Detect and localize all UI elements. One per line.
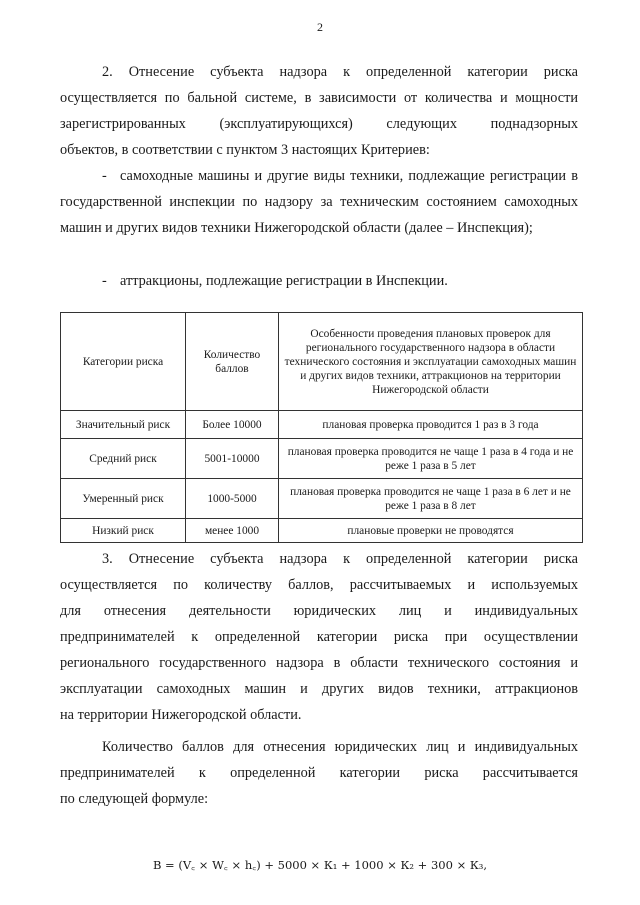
bullet-text: самоходные машины и другие виды техники, подлежащие регистрации в государственной инспекции по надзору за техническим состоянием самоходных машин и других видов техники Нижегородской области (далее – Инспекция); [60,168,578,237]
header-cell-features: Особенности проведения плановых проверок для регионального государственного надзора в области технического состояния и эксплуатации самоходных машин и других видов техники, аттракционов на территории Нижегородской области [279,313,583,411]
header-cell-points: Количество баллов [186,313,279,411]
table-row [61,411,583,439]
header-cell-category: Категории риска [61,313,186,411]
bullet-text: аттракционы, подлежащие регистрации в Инспекции. [120,273,448,289]
paragraph-3-line-4: предпринимателей к определенной категории риска при осуществлении [60,629,578,645]
paragraph-2-line-2: осуществляется по бальной системе, в зависимости от количества и мощности [60,90,578,106]
table-row [61,519,583,543]
paragraph-3-line-2: осуществляется по количеству баллов, рассчитываемых и используемых [60,577,578,593]
bullet-item-attractions [60,268,578,294]
paragraph-4-line-3: по следующей формуле: [60,791,209,807]
table-row [61,439,583,479]
bullet-item-vehicles [60,163,578,242]
table-cell: 1000-5000 [186,479,279,519]
table-cell: плановые проверки не проводятся [279,519,583,543]
page-number: 2 [317,20,323,34]
table-cell: Низкий риск [61,519,186,543]
table-cell: Средний риск [61,439,186,479]
table-cell: менее 1000 [186,519,279,543]
paragraph-3-line-5: регионального государственного надзора в области технического состояния и [60,655,578,671]
table-cell: Значительный риск [61,411,186,439]
table-cell: плановая проверка проводится 1 раз в 3 года [279,411,583,439]
paragraph-3-line-7: на территории Нижегородской области. [60,707,302,723]
paragraph-4-line-2: предпринимателей к определенной категории риска рассчитывается [60,765,578,781]
table-row [61,479,583,519]
table-header-row [61,313,583,411]
paragraph-2-line-4: объектов, в соответствии с пунктом 3 настоящих Критериев: [60,142,430,158]
paragraph-2-line-3: зарегистрированных (эксплуатирующихся) следующих поднадзорных [60,116,578,132]
paragraph-3-line-6: эксплуатации самоходных машин и других видов техники, аттракционов [60,681,578,697]
paragraph-3-line-1: 3. Отнесение субъекта надзора к определенной категории риска [102,551,578,567]
paragraph-4-line-1: Количество баллов для отнесения юридических лиц и индивидуальных [102,739,578,755]
paragraph-2-line-1: 2. Отнесение субъекта надзора к определенной категории риска [102,64,578,80]
table-cell: 5001-10000 [186,439,279,479]
risk-category-table [60,312,583,543]
table-cell: плановая проверка проводится не чаще 1 раза в 6 лет и не реже 1 раза в 8 лет [279,479,583,519]
score-formula: В = (V꜀ × W꜀ × h꜀) + 5000 × К₁ + 1000 × К₂ + 300 × К₃, [152,858,488,872]
table-cell: Умеренный риск [61,479,186,519]
bullet-dash: - [102,168,107,184]
paragraph-3-line-3: для отнесения деятельности юридических лиц и индивидуальных [60,603,578,619]
bullet-dash: - [102,273,107,289]
table-cell: Более 10000 [186,411,279,439]
table-cell: плановая проверка проводится не чаще 1 раза в 4 года и не реже 1 раза в 5 лет [279,439,583,479]
